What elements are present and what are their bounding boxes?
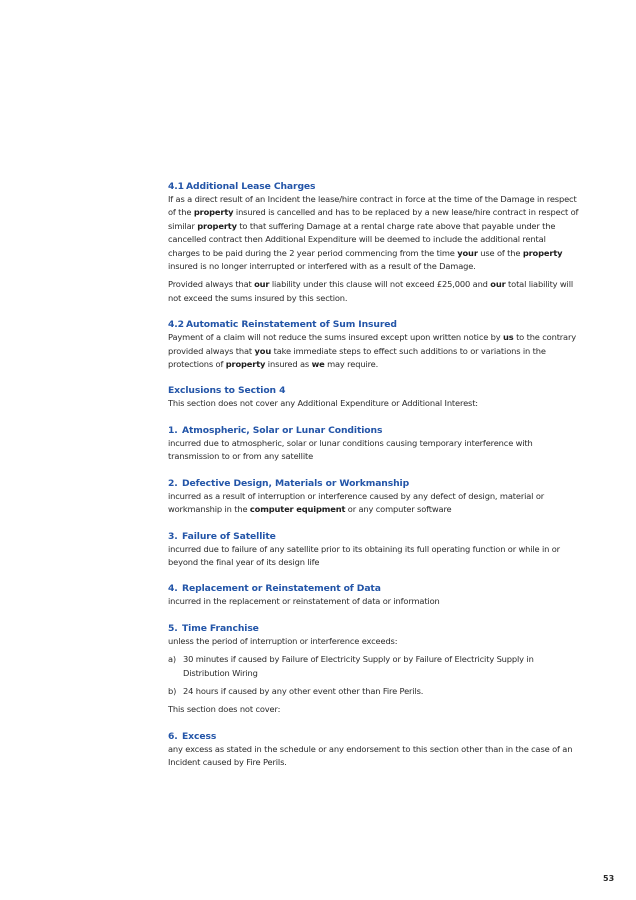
defined-term: property [522, 247, 563, 258]
section-4-2-heading: 4.2 Automatic Reinstatement of Sum Insured [168, 319, 397, 331]
exclusion-number: 3. [168, 530, 178, 542]
defined-term: us [503, 332, 514, 343]
sub-list-item [168, 685, 580, 698]
section-4-1-paragraph-1: If as a direct result of an Incident the lease/hire contract in force at the time of the Damage in respect of the property insured is cancelled and has to be replaced by a new lease/hire contract in respect of similar property to that suffering Damage at a rental charge rate above that payable under the cancelled contract then Additional Expenditure will be deemed to include the additional rental charges to be paid during the 2 year period commencing from the time your use of the property insured is no longer interrupted or interfered with as a result of the Damage. [168, 194, 579, 272]
sub-list-text: 30 minutes if caused by Failure of Electricity Supply or by Failure of Electricity Supply in Distribution Wiring [183, 654, 534, 678]
defined-term: computer equipment [249, 504, 346, 515]
exclusion-list [168, 424, 580, 770]
exclusion-body: incurred as a result of interruption or interference caused by any defect of design, material or workmanship in the computer equipment or any computer software [168, 490, 545, 515]
exclusion-body: any excess as stated in the schedule or any endorsement to this section other than in the case of an Incident caused by Fire Perils. [168, 743, 573, 768]
exclusions-intro: This section does not cover any Additional Expenditure or Additional Interest: [168, 398, 478, 409]
exclusion-title: Failure of Satellite [182, 530, 276, 542]
exclusion-heading [168, 530, 580, 543]
exclusion-number: 5. [168, 622, 178, 634]
section-4-1-paragraph-2: Provided always that our liability under this clause will not exceed £25,000 and our total liability will not exceed the sums insured by this section. [168, 279, 574, 303]
exclusion-number: 6. [168, 730, 178, 742]
exclusions-heading: Exclusions to Section 4 [168, 385, 286, 397]
page-number: 53 [603, 874, 615, 883]
exclusion-heading [168, 582, 580, 595]
sub-list-item [168, 653, 580, 680]
defined-term: property [225, 359, 266, 370]
exclusion-title: Excess [182, 730, 217, 742]
sub-list-label: b) [168, 685, 177, 696]
exclusion-body: incurred due to failure of any satellite prior to its obtaining its full operating function or while in or beyond the final year of its design life [168, 543, 560, 567]
exclusion-note: This section does not cover: [168, 704, 281, 715]
exclusion-heading [168, 622, 580, 635]
exclusion-number: 4. [168, 583, 178, 595]
exclusion-body: incurred in the replacement or reinstatement of data or information [168, 596, 440, 607]
document-body [168, 180, 580, 770]
exclusion-title: Atmospheric, Solar or Lunar Conditions [182, 424, 383, 436]
exclusion-heading [168, 730, 580, 743]
section-4-2-paragraph: Payment of a claim will not reduce the sums insured except upon written notice by us to the contrary provided always that you take immediate steps to effect such additions to or variations in the protections of property insured as we may require. [168, 332, 577, 370]
exclusion-body: unless the period of interruption or interference exceeds: [168, 635, 398, 646]
defined-term: we [311, 359, 325, 370]
exclusion-number: 2. [168, 477, 178, 489]
defined-term: our [490, 279, 506, 290]
defined-term: your [457, 247, 478, 258]
exclusion-title: Replacement or Reinstatement of Data [182, 583, 381, 595]
exclusion-title: Defective Design, Materials or Workmanship [182, 477, 410, 489]
exclusion-title: Time Franchise [182, 622, 259, 634]
exclusion-heading [168, 477, 580, 490]
exclusion-number: 1. [168, 424, 178, 436]
defined-term: you [254, 345, 272, 356]
sub-list-text: 24 hours if caused by any other event other than Fire Perils. [183, 685, 424, 696]
exclusion-body: incurred due to atmospheric, solar or lunar conditions causing temporary interference with transmission to or from any satellite [168, 437, 533, 462]
section-4-1-heading: 4.1 Additional Lease Charges [168, 181, 316, 192]
sub-list-label: a) [168, 654, 177, 665]
defined-term: property [197, 220, 237, 231]
defined-term: property [193, 207, 234, 218]
defined-term: our [254, 279, 270, 290]
exclusion-heading [168, 424, 580, 437]
